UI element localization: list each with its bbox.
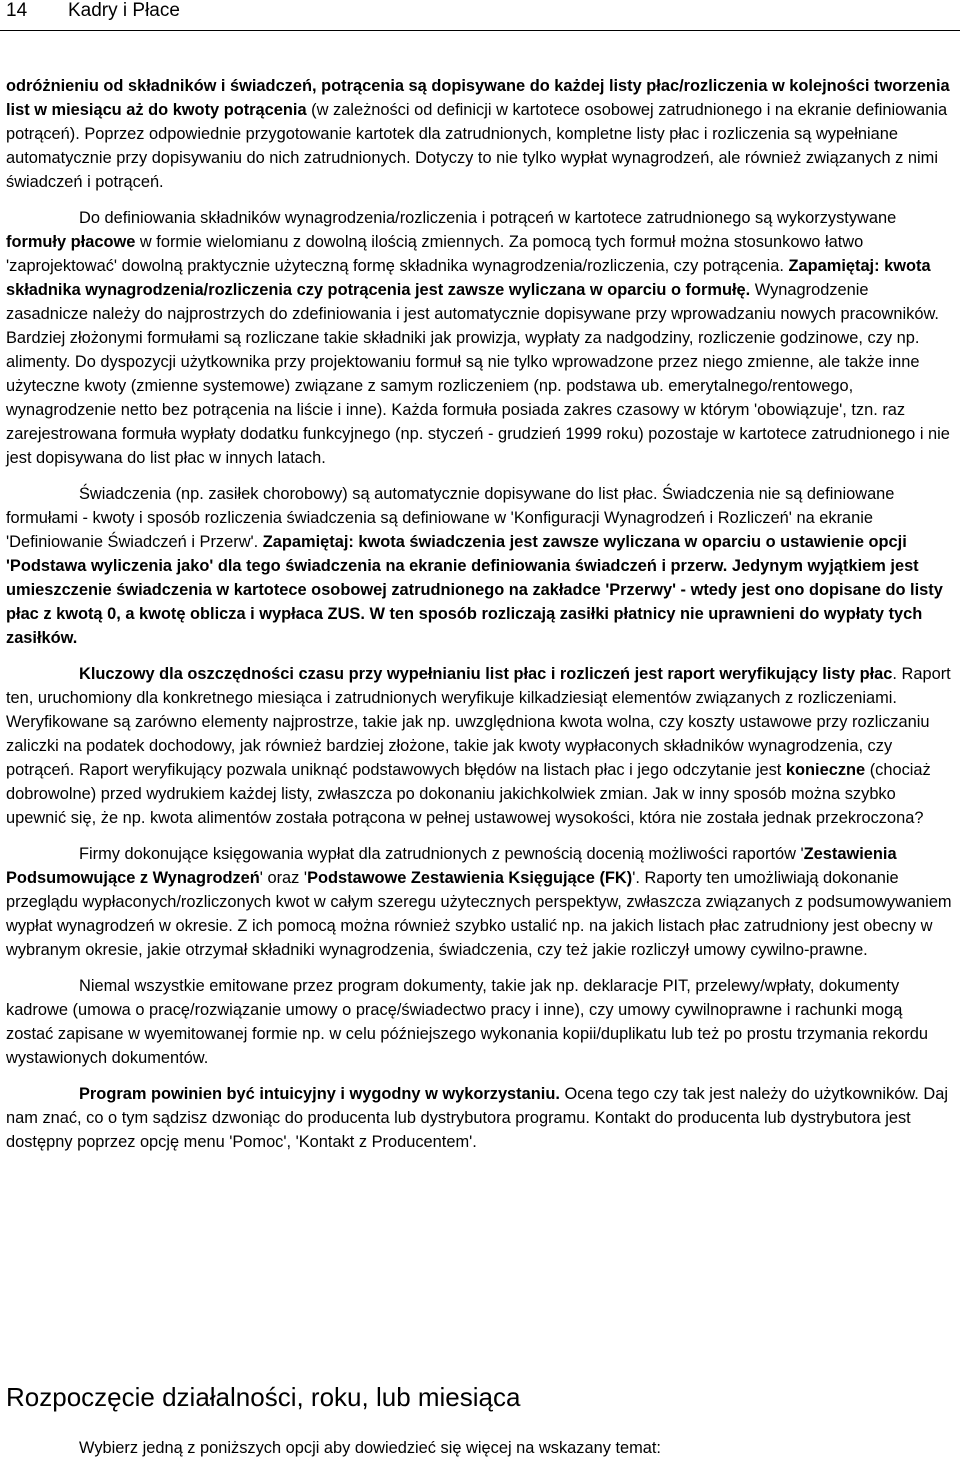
paragraph-5: [6, 842, 954, 962]
paragraph-run: Ocena tego czy tak jest należy do użytkowników. Daj nam znać, co o tym sądzisz dzwoniąc do producenta lub dystrybutora programu. Kontakt do producenta lub dystrybutora jest dostępny poprzez opcję menu 'Pomoc', 'Kontakt z Producentem'.: [6, 1085, 948, 1151]
page-number: 14: [6, 0, 28, 21]
paragraph-run: Kluczowy dla oszczędności czasu przy wypełnianiu list płac i rozliczeń jest raport weryfikujący listy płac: [79, 665, 893, 683]
paragraph-7: [6, 1082, 954, 1154]
paragraph-run: Wynagrodzenie zasadnicze należy do najprostrzych do zdefiniowania i jest automatycznie dopisywane przy wprowadzaniu nowych pracowników. Bardziej złożonymi formułami są rozliczane takie składniki jak prowizja, wypłaty za nadgodziny, rozliczenie godzinowe, czy np. alimenty. Do dyspozycji użytkownika przy projektowaniu formuł są nie tylko wprowadzone przez niego zmienne, ale także inne użyteczne kwoty (zmienne systemowe) związane z samym rozliczeniem (np. podstawa ub. emerytalnego/rentowego, wynagrodzenie netto bez potrącenia na liście i inne). Każda formuła posiada zakres czasowy w którym 'obowiązuje', tzn. raz zarejestrowana formuła wypłaty dodatku funkcyjnego (np. styczeń - grudzień 1999 roku) pozostaje w kartotece zatrudnionego i nie jest dopisywana do list płac w innych latach.: [6, 281, 950, 467]
paragraph-1: [6, 74, 954, 194]
paragraph-run: Firmy dokonujące księgowania wypłat dla zatrudnionych z pewnością docenią możliwości raportów ': [79, 845, 804, 863]
paragraph-6: [6, 974, 954, 1070]
paragraph-3: [6, 482, 954, 650]
header-rule: [0, 30, 960, 31]
paragraph-run: Program powinien być intuicyjny i wygodny w wykorzystaniu.: [79, 1085, 560, 1103]
paragraph-run: Niemal wszystkie emitowane przez program dokumenty, takie jak np. deklaracje PIT, przelewy/wpłaty, dokumenty kadrowe (umowa o pracę/rozwiązanie umowy o pracę/świadectwo pracy i inne), czy umowy cywilnoprawne i rachunki mogą zostać zapisane w wyemitowanej formie np. w celu późniejszego wykonania kopii/duplikatu lub też po prostu trzymania rekordu wystawionych dokumentów.: [6, 977, 928, 1067]
header-title: Kadry i Płace: [68, 0, 180, 21]
paragraph-run: konieczne: [785, 761, 866, 779]
page-header: [0, 0, 960, 34]
paragraph-run: Zapamiętaj: kwota składnika wynagrodzenia/rozliczenia czy potrącenia jest zawsze wyliczana w oparciu o formułę.: [6, 257, 931, 299]
paragraph-4: [6, 662, 954, 830]
paragraph-run: formuły płacowe: [6, 233, 136, 251]
paragraph-run: Zapamiętaj: kwota świadczenia jest zawsze wyliczana w oparciu o ustawienie opcji 'Podstawa wyliczenia jako' dla tego świadczenia na ekranie definiowania świadczeń i przerw. Jedynym wyjątkiem jest umieszczenie świadczenia w kartotece osobowej zatrudnionego na zakładce 'Przerwy' - wtedy jest ono dopisane do listy płac z kwotą 0, a kwotę oblicza i wypłaca ZUS. W ten sposób rozliczają zasiłki płatnicy nie uprawnieni do wypłaty tych zasiłków.: [6, 533, 943, 647]
paragraph-run: odróżnieniu od składników i świadczeń, potrącenia są dopisywane do każdej listy płac/rozliczenia w kolejności tworzenia list w miesiącu aż do kwoty potrącenia: [6, 77, 950, 119]
paragraph-run: Świadczenia (np. zasiłek chorobowy) są automatycznie dopisywane do list płac. Świadczenia nie są definiowane formułami - kwoty i sposób rozliczenia świadczenia są definiowane w 'Konfiguracji Wynagrodzeń i Rozliczeń' na ekranie 'Definiowanie Świadczeń i Przerw'.: [6, 485, 895, 551]
paragraph-run: ' oraz ': [259, 869, 308, 887]
document-body: [6, 74, 954, 1154]
paragraph-2: [6, 206, 954, 470]
paragraph-run: (chociaż dobrowolne) przed wydrukiem każdej listy, zwłaszcza po dokonaniu jakichkolwiek zmian. Jak w inny sposób można szybko upewnić się, że np. kwota alimentów została potrącona w pełnej ustawowej wysokości, która nie została jednak przekroczona?: [6, 761, 931, 827]
section-intro: Wybierz jedną z poniższych opcji aby dowiedzieć się więcej na wskazany temat:: [79, 1439, 661, 1457]
section-heading: Rozpoczęcie działalności, roku, lub miesiąca: [6, 1382, 521, 1412]
paragraph-run: . Raport ten, uruchomiony dla konkretnego miesiąca i zatrudnionych weryfikuje kilkadziesiąt elementów związanych z rozliczeniami. Weryfikowane są zarówno elementy najprostrze, takie jak np. uwzględniona kwota wolna, czy koszty ustawowe przy rozliczaniu zaliczki na podatek dochodowy, jak również bardziej złożone, takie jak kwoty wypłaconych składników wynagrodzenia, czy potrąceń. Raport weryfikujący pozwala uniknąć podstawowych błędów na listach płac i jego odczytanie jest: [6, 665, 951, 779]
paragraph-run: '. Raporty ten umożliwiają dokonanie przeglądu wypłaconych/rozliczonych kwot w całym szeregu użytecznych perspektyw, zwłaszcza związanych z podsumowywaniem wypłat wynagrodzeń w okresie. Z ich pomocą można również szybko ustalić np. na jakich listach płac zatrudniony jest obecny w wybranym okresie, jakie otrzymał składniki wynagrodzenia, świadczenia, czy też jakie rozliczył umowy cywilno-prawne.: [6, 869, 952, 959]
paragraph-run: Do definiowania składników wynagrodzenia/rozliczenia i potrąceń w kartotece zatrudnionego są wykorzystywane: [79, 209, 897, 227]
paragraph-run: Podstawowe Zestawienia Księgujące (FK): [307, 869, 633, 887]
paragraph-run: w formie wielomianu z dowolną ilością zmiennych. Za pomocą tych formuł można stosunkowo łatwo 'zaprojektować' dowolną praktycznie użyteczną formę składnika wynagrodzenia/rozliczenia, czy potrącenia.: [6, 233, 864, 275]
paragraph-run: Zestawienia Podsumowujące z Wynagrodzeń: [6, 845, 897, 887]
paragraph-run: (w zależności od definicji w kartotece osobowej zatrudnionego i na ekranie definiowania potrąceń). Poprzez odpowiednie przygotowanie kartotek dla zatrudnionych, kompletne listy płac i rozliczenia są wypełniane automatycznie przy dopisywaniu do nich zatrudnionych. Dotyczy to nie tylko wypłat wynagrodzeń, ale również związanych z nimi świadczeń i potrąceń.: [6, 101, 948, 191]
